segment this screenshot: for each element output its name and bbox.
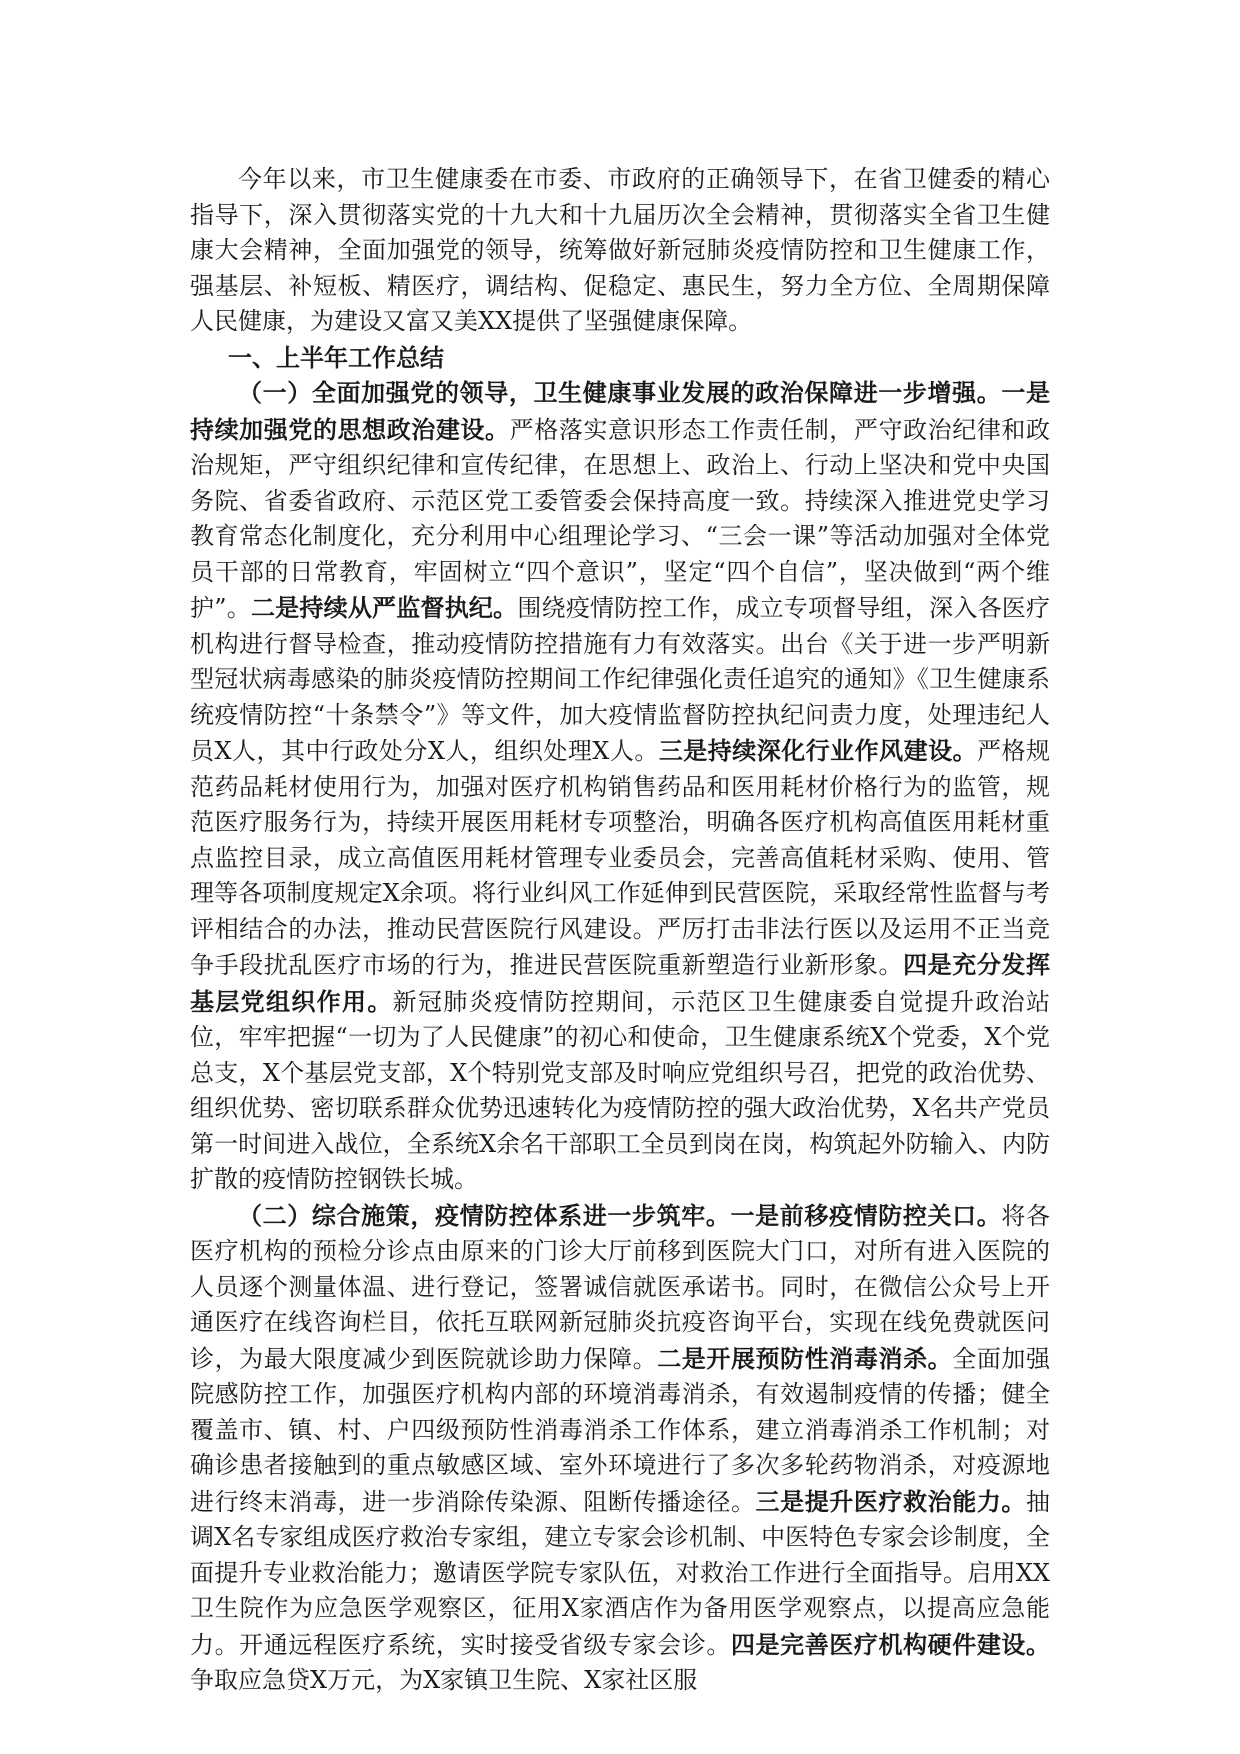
point-text: 严格落实意识形态工作责任制，严守政治纪律和政治规矩，严守组织纪律和宣传纪律，在思想上、政治上、行动上坚决和党中央国务院、省委省政府、示范区党工委管委会保持高度一致。持续深入推进党史学习教育常态化制度化，充分利用中心组理论学习、“三会一课”等活动加强对全体党员干部的日常教育，牢固树立“四个意识”，坚定“四个自信”，坚决做到“两个维护”。: [190, 415, 1051, 622]
point-heading: 四是充分发挥基层党组织作用。: [190, 950, 1051, 1016]
point-text: 将各医疗机构的预检分诊点由原来的门诊大厅前移到医院大门口，对所有进入医院的人员逐个测量体温、进行登记，签署诚信就医承诺书。同时，在微信公众号上开通医疗在线咨询栏目，依托互联网新冠肺炎抗疫咨询平台，实现在线免费就医问诊，为最大限度减少到医院就诊助力保障。: [190, 1201, 1050, 1373]
epidemic-control-paragraph: [190, 1198, 1050, 1699]
point-text: 围绕疫情防控工作，成立专项督导组，深入各医疗机构进行督导检查，推动疫情防控措施有力有效落实。出台《关于进一步严明新型冠状病毒感染的肺炎疫情防控期间工作纪律强化责任追究的通知》《卫生健康系统疫情防控“十条禁令”》等文件，加大疫情监督防控执纪问责力度，处理违纪人员X人，其中行政处分X人，组织处理X人。: [190, 594, 1051, 765]
intro-paragraph: 今年以来，市卫生健康委在市委、市政府的正确领导下，在省卫健委的精心指导下，深入贯彻落实党的十九大和十九届历次全会精神，贯彻落实全省卫生健康大会精神，全面加强党的领导，统筹做好新冠肺炎疫情防控和卫生健康工作，强基层、补短板、精医疗，调结构、促稳定、惠民生，努力全方位、全周期保障人民健康，为建设又富又美XX提供了坚强健康保障。: [190, 165, 1050, 335]
point-heading: 四是完善医疗机构硬件建设。: [730, 1629, 1051, 1659]
subsection-heading: （一）全面加强党的领导，卫生健康事业发展的政治保障进一步增强。: [238, 378, 1002, 407]
point-text: 严格规范药品耗材使用行为，加强对医疗机构销售药品和医用耗材价格行为的监管，规范医疗服务行为，持续开展医用耗材专项整治，明确各医疗机构高值医用耗材重点监控目录，成立高值医用耗材管理专业委员会，完善高值耗材采购、使用、管理等各项制度规定X余项。将行业纠风工作延伸到民营医院，采取经常性监督与考评相结合的办法，推动民营医院行风建设。严厉打击非法行医以及运用不正当竞争手段扰乱医疗市场的行为，推进民营医院重新塑造行业新形象。: [190, 737, 1051, 979]
party-leadership-paragraph: [190, 375, 1050, 1198]
point-heading: 二是持续从严监督执纪。: [250, 593, 518, 622]
point-text: 新冠肺炎疫情防控期间，示范区卫生健康委自觉提升政治站位，牢牢把握“一切为了人民健康”的初心和使命，卫生健康系统X个党委，X个党总支，X个基层党支部，X个特别党支部及时响应党组织号召，把党的政治优势、组织优势、密切联系群众优势迅速转化为疫情防控的强大政治优势，X名共产党员第一时间进入战位，全系统X余名干部职工全员到岗在岗，构筑起外防输入、内防扩散的疫情防控钢铁长城。: [190, 987, 1051, 1193]
document-page: [190, 162, 1050, 1699]
point-heading: 三是持续深化行业作风建设。: [658, 736, 978, 765]
point-heading: 一是前移疫情防控关口。: [730, 1200, 1002, 1230]
point-heading: 二是开展预防性消毒消杀。: [657, 1343, 953, 1373]
point-heading: 三是提升医疗救治能力。: [755, 1486, 1027, 1516]
point-text: 全面加强院感防控工作，加强医疗机构内部的环境消毒消杀，有效遏制疫情的传播；健全覆盖市、镇、村、户四级预防性消毒消杀工作体系，建立消毒消杀工作机制；对确诊患者接触到的重点敏感区域、室外环境进行了多次多轮药物消杀，对疫源地进行终末消毒，进一步消除传染源、阻断传播途径。: [190, 1344, 1051, 1516]
point-text: 争取应急贷X万元，为X家镇卫生院、X家社区服: [190, 1666, 698, 1694]
subsection-heading: （二）综合施策，疫情防控体系进一步筑牢。: [238, 1200, 731, 1230]
point-text: 抽调X名专家组成医疗救治专家组，建立专家会诊机制、中医特色专家会诊制度，全面提升专业救治能力；邀请医学院专家队伍，对救治工作进行全面指导。启用XX卫生院作为应急医学观察区，征用X家酒店作为备用医学观察点，以提高应急能力。开通远程医疗系统，实时接受省级专家会诊。: [190, 1487, 1051, 1659]
point-heading: 一是持续加强党的思想政治建设。: [190, 378, 1050, 444]
section-title: 一、上半年工作总结: [228, 342, 444, 372]
